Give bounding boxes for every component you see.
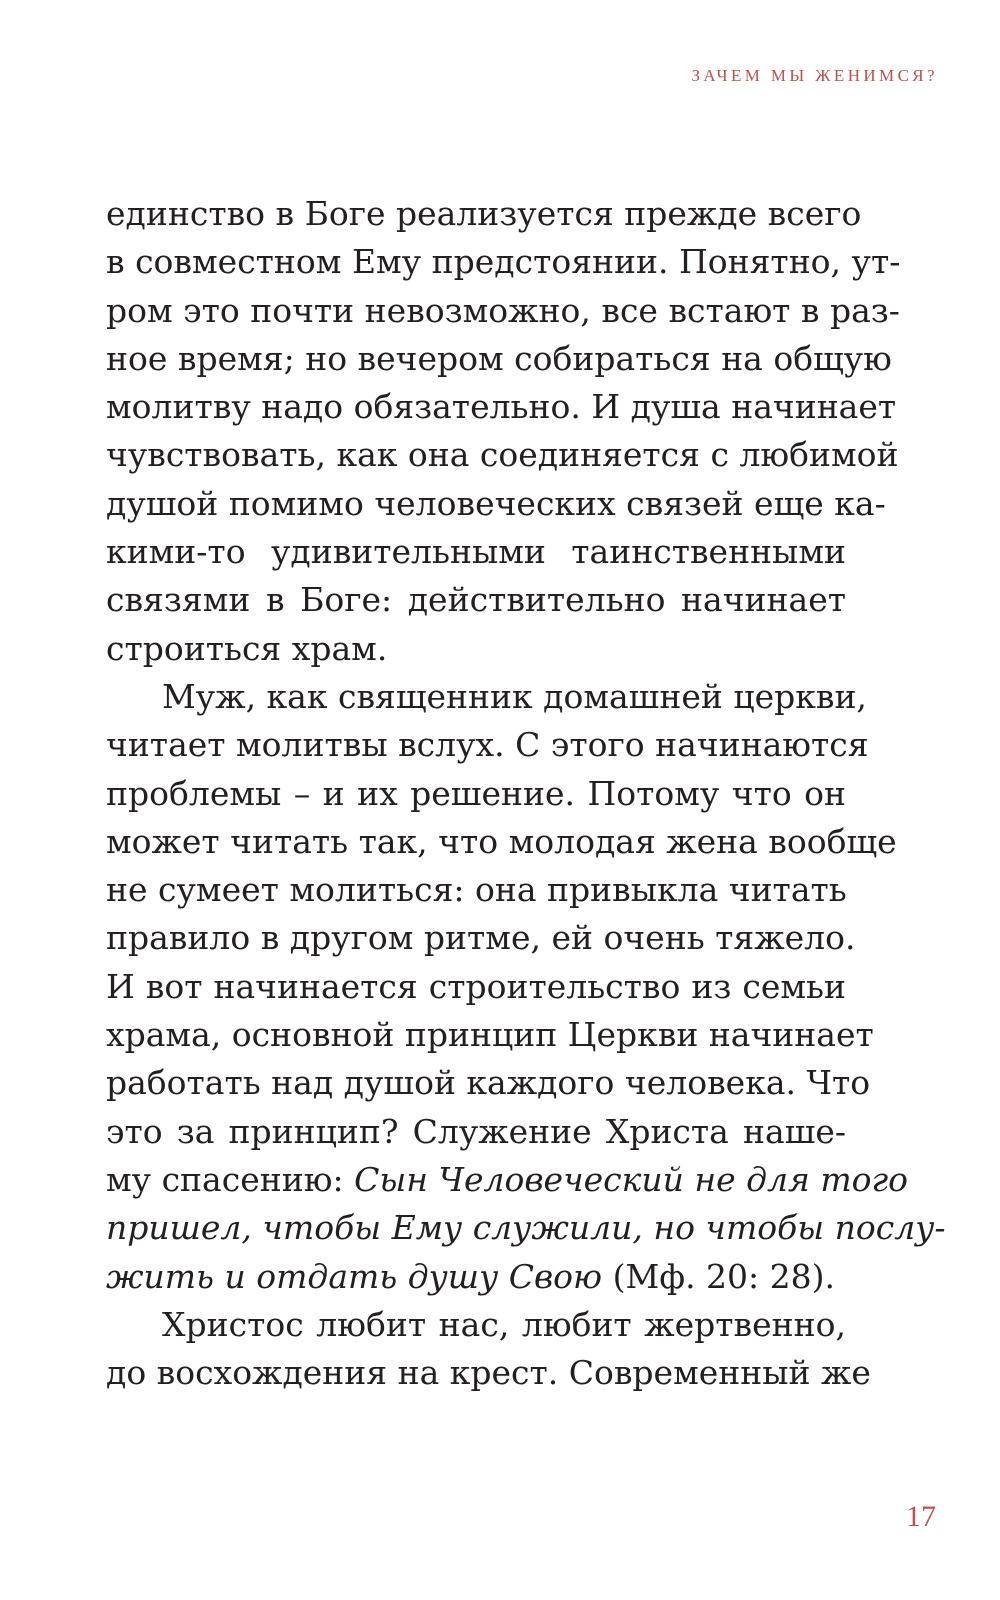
paragraph-end-line	[106, 1253, 846, 1301]
text-line: в совместном Ему предстоянии. Понятно, ут-	[106, 242, 901, 282]
body-text	[106, 190, 946, 1397]
text-line: работать над душой каждого человека. Что	[106, 1063, 871, 1103]
text-line: кими-то удивительными таинственными	[106, 532, 846, 572]
text-line: не сумеет молиться: она привыкла читать	[106, 870, 847, 910]
text-line: храма, основной принцип Церкви начинает	[106, 1015, 874, 1055]
text-line: молитву надо обязательно. И душа начинает	[106, 387, 897, 427]
line-text: му спасению:	[106, 1159, 355, 1199]
text-line-quote	[106, 1204, 946, 1252]
paragraph-end-line: строиться храм.	[106, 628, 388, 668]
text-line: чувствовать, как она соединяется с любимой	[106, 435, 899, 475]
paragraph-first-line: Христос любит нас, любит жертвенно,	[162, 1304, 846, 1344]
text-line: И вот начинается строительство из семьи	[106, 966, 846, 1006]
scripture-reference: (Мф. 20: 28).	[602, 1256, 836, 1296]
text-line: читает молитвы вслух. С этого начинаются	[106, 725, 869, 765]
scripture-quote: Сын Человеческий не для того	[354, 1159, 909, 1199]
text-line: связями в Боге: действительно начинает	[106, 580, 846, 620]
text-line: душой помимо человеческих связей еще ка-	[106, 483, 886, 523]
scripture-quote: жить и отдать душу Свою	[106, 1256, 603, 1296]
scripture-quote: пришел, чтобы Ему служили, но чтобы послу-	[106, 1208, 946, 1248]
page-number: 17	[906, 1500, 936, 1533]
text-line: ное время; но вечером собираться на общую	[106, 338, 892, 378]
text-line: до восхождения на крест. Современный же	[106, 1353, 871, 1393]
text-line: это за принцип? Служение Христа наше-	[106, 1111, 846, 1151]
text-line: правило в другом ритме, ей очень тяжело.	[106, 918, 856, 958]
paragraph-first-line: Муж, как священник домашней церкви,	[162, 676, 867, 716]
running-header: ЗАЧЕМ МЫ ЖЕНИМСЯ?	[691, 66, 938, 85]
text-line: единство в Боге реализуется прежде всего	[106, 194, 862, 233]
text-line: может читать так, что молодая жена вообще	[106, 821, 897, 861]
text-line-with-quote	[106, 1156, 909, 1204]
text-line: проблемы – и их решение. Потому что он	[106, 773, 846, 813]
text-line: ром это почти невозможно, все встают в раз-	[106, 290, 900, 330]
